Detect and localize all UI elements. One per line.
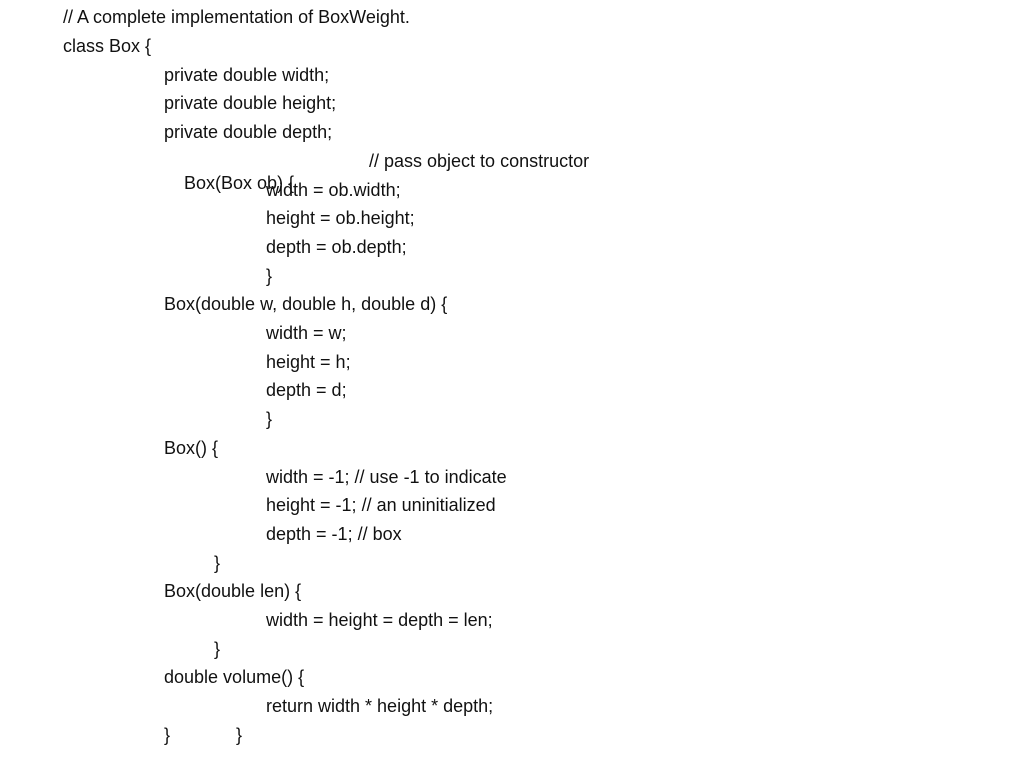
code-closing-brace: } bbox=[266, 266, 273, 286]
code-line-11 bbox=[164, 293, 447, 315]
code-class-declaration: class Box { bbox=[63, 36, 152, 56]
code-closing-brace: } bbox=[214, 553, 221, 573]
code-assign-width-w: width = w; bbox=[266, 323, 347, 343]
code-line-2 bbox=[63, 35, 151, 57]
code-line-5 bbox=[164, 121, 332, 143]
code-line-14 bbox=[266, 379, 347, 401]
code-line-12 bbox=[266, 322, 347, 344]
code-cube-constructor: Box(double len) { bbox=[164, 581, 302, 601]
code-copy-constructor: Box(Box ob) { bbox=[184, 173, 295, 193]
code-line-9 bbox=[266, 236, 407, 258]
code-line-18 bbox=[266, 494, 496, 516]
code-line-4 bbox=[164, 92, 336, 114]
code-line-17 bbox=[266, 466, 507, 488]
code-line-19 bbox=[266, 523, 402, 545]
code-line-26 bbox=[164, 724, 170, 746]
code-line-13 bbox=[266, 351, 351, 373]
code-line-20 bbox=[214, 552, 220, 574]
code-line-1 bbox=[63, 6, 410, 28]
code-three-arg-constructor: Box(double w, double h, double d) { bbox=[164, 294, 448, 314]
code-line-21 bbox=[164, 580, 301, 602]
code-closing-brace: } bbox=[214, 639, 221, 659]
code-field-width: private double width; bbox=[164, 65, 330, 85]
code-line-25 bbox=[266, 695, 493, 717]
code-line-7 bbox=[266, 179, 401, 201]
code-line-8 bbox=[266, 207, 415, 229]
code-closing-brace: } bbox=[164, 725, 171, 745]
code-assign-depth-default: depth = -1; // box bbox=[266, 524, 402, 544]
code-comment-constructor: // pass object to constructor bbox=[369, 151, 590, 171]
code-assign-width-ob: width = ob.width; bbox=[266, 180, 401, 200]
code-assign-height-default: height = -1; // an uninitialized bbox=[266, 495, 496, 515]
code-line-27 bbox=[236, 724, 242, 746]
code-closing-brace: } bbox=[266, 409, 273, 429]
code-assign-height-ob: height = ob.height; bbox=[266, 208, 415, 228]
code-return-volume: return width * height * depth; bbox=[266, 696, 494, 716]
code-line-3 bbox=[164, 64, 329, 86]
code-line-24 bbox=[164, 666, 304, 688]
code-line-22 bbox=[266, 609, 493, 631]
code-line-15 bbox=[266, 408, 272, 430]
code-field-height: private double height; bbox=[164, 93, 337, 113]
code-class-closing-brace: } bbox=[236, 725, 243, 745]
code-default-constructor: Box() { bbox=[164, 438, 219, 458]
code-line-16 bbox=[164, 437, 218, 459]
code-comment-title: // A complete implementation of BoxWeight. bbox=[63, 7, 410, 27]
code-field-depth: private double depth; bbox=[164, 122, 333, 142]
code-assign-depth-ob: depth = ob.depth; bbox=[266, 237, 407, 257]
code-line-23 bbox=[214, 638, 220, 660]
code-assign-all-len: width = height = depth = len; bbox=[266, 610, 493, 630]
code-line-10 bbox=[266, 265, 272, 287]
code-volume-method: double volume() { bbox=[164, 667, 305, 687]
code-assign-depth-d: depth = d; bbox=[266, 380, 347, 400]
code-assign-height-h: height = h; bbox=[266, 352, 351, 372]
code-assign-width-default: width = -1; // use -1 to indicate bbox=[266, 467, 507, 487]
